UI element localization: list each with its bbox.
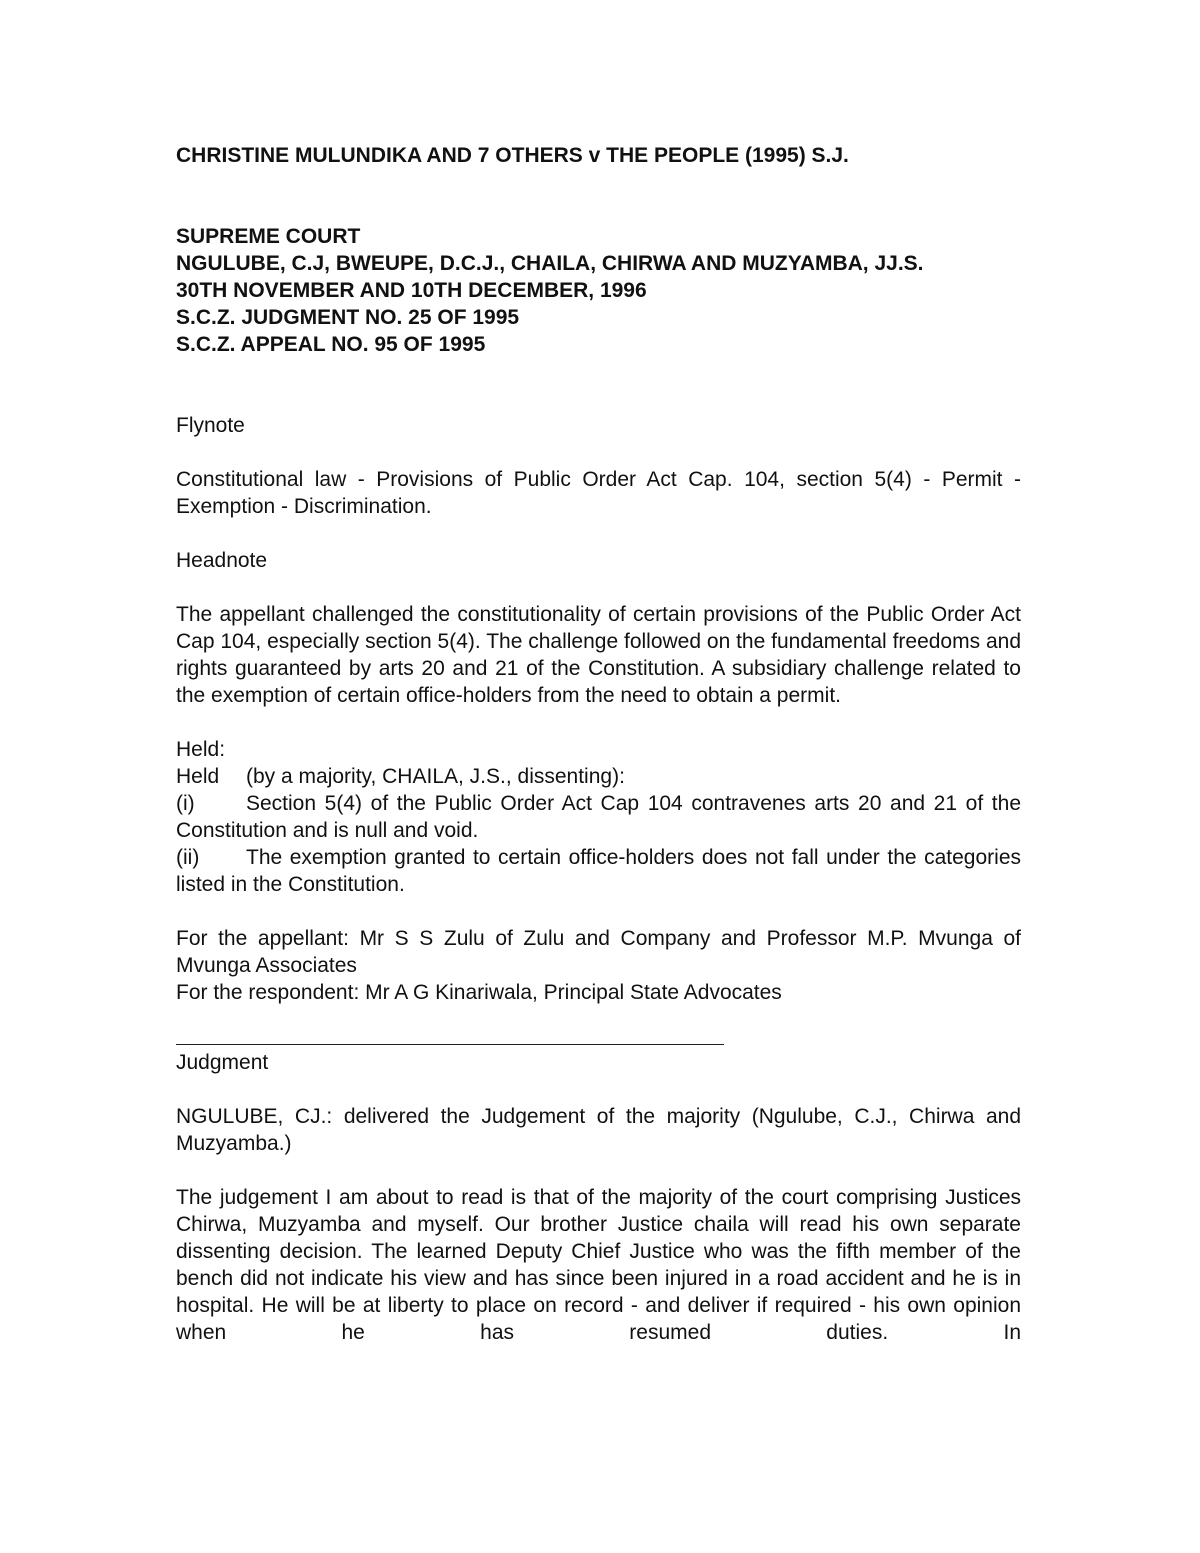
headnote-heading: Headnote xyxy=(176,549,268,572)
held-item xyxy=(176,790,1021,844)
judgment-number: S.C.Z. JUDGMENT NO. 25 OF 1995 xyxy=(176,306,520,329)
court-details xyxy=(176,223,1021,358)
headnote-text: The appellant challenged the constitutionality of certain provisions of the Public Order Act Cap 104, especially section 5(4). The challenge followed on the fundamental freedoms and rights guaranteed by arts 20 and 21 of the Constitution. A subsidiary challenge related to the exemption of certain office-holders from the need to obtain a permit. xyxy=(176,603,1021,707)
counsel-respondent: For the respondent: Mr A G Kinariwala, Principal State Advocates xyxy=(176,981,782,1004)
section-divider xyxy=(176,1044,1021,1045)
flynote-text: Constitutional law - Provisions of Public Order Act Cap. 104, section 5(4) - Permit - Exemption - Discrimination. xyxy=(176,468,1021,518)
held-intro-text: (by a majority, CHAILA, J.S., dissenting): xyxy=(246,765,625,788)
bench-judges: NGULUBE, C.J, BWEUPE, D.C.J., CHAILA, CHIRWA AND MUZYAMBA, JJ.S. xyxy=(176,252,924,275)
held-item-text: The exemption granted to certain office-holders does not fall under the categories listed in the Constitution. xyxy=(176,846,1021,896)
appeal-number: S.C.Z. APPEAL NO. 95 OF 1995 xyxy=(176,333,486,356)
judgment-intro: NGULUBE, CJ.: delivered the Judgement of the majority (Ngulube, C.J., Chirwa and Muzyamba.) xyxy=(176,1105,1021,1155)
court-name: SUPREME COURT xyxy=(176,225,361,248)
case-title: CHRISTINE MULUNDIKA AND 7 OTHERS v THE PEOPLE (1995) S.J. xyxy=(176,144,849,167)
judgment-heading: Judgment xyxy=(176,1051,269,1074)
flynote-heading: Flynote xyxy=(176,414,245,437)
held-intro-label: Held xyxy=(176,765,220,788)
counsel-appellant: For the appellant: Mr S S Zulu of Zulu and Company and Professor M.P. Mvunga of Mvunga Associates xyxy=(176,927,1021,977)
held-heading: Held: xyxy=(176,738,226,761)
held-intro xyxy=(176,763,1021,790)
document-content xyxy=(176,142,1021,1346)
held-item-number: (i) xyxy=(176,792,195,815)
divider-line xyxy=(176,1044,724,1045)
held-item-number: (ii) xyxy=(176,846,200,869)
held-item-text: Section 5(4) of the Public Order Act Cap 104 contravenes arts 20 and 21 of the Constitution and is null and void. xyxy=(176,792,1021,842)
held-item xyxy=(176,844,1021,898)
hearing-dates: 30TH NOVEMBER AND 10TH DECEMBER, 1996 xyxy=(176,279,647,302)
judgment-body: The judgement I am about to read is that of the majority of the court comprising Justices Chirwa, Muzyamba and myself. Our brother Justice chaila will read his own separate dissenting decision. The learned Deputy Chief Justice who was the fifth member of the bench did not indicate his view and has since been injured in a road accident and he is in hospital. He will be at liberty to place on record - and deliver if required - his own opinion when he has resumed duties. In xyxy=(176,1186,1021,1344)
